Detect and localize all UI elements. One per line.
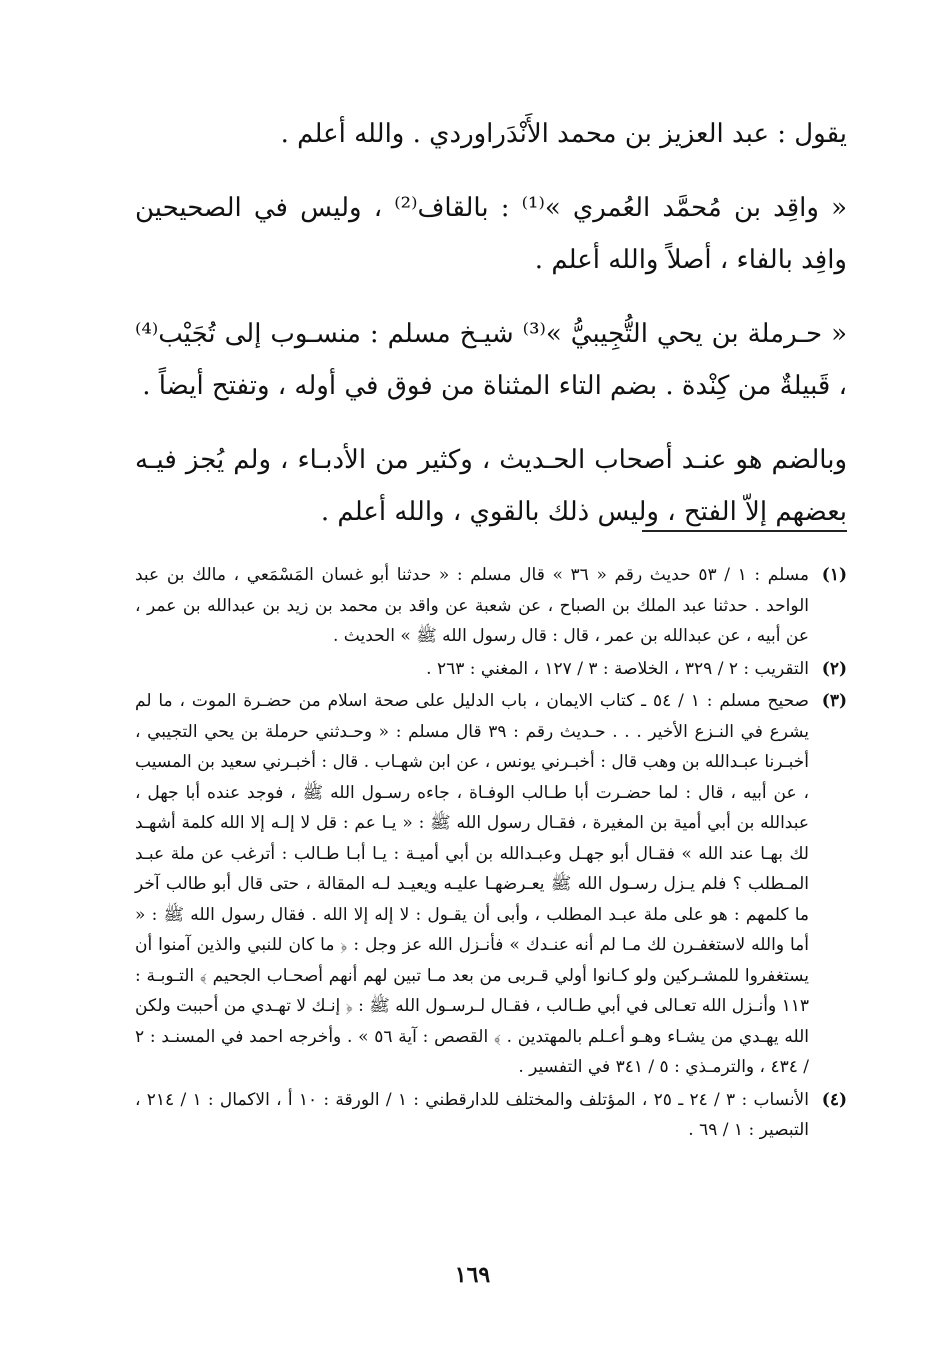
footnote-number: (٣)	[821, 691, 847, 711]
footnote-1	[135, 560, 847, 652]
footnote-text: الأنساب : ٣ / ٢٤ ـ ٢٥ ، المؤتلف والمختلف للدارقطني : ١ / الورقة : ١٠ أ ، الاكمال : ١ / ٢١٤ ، التبصير : ١ / ٦٩ .	[135, 1089, 809, 1140]
footnote-text: مسلم : ١ / ٥٣ حديث رقم « ٣٦ » قال مسلم : « حدثنا أبو غسان المَسْمَعي ، مالك بن عبد الواحد . حدثنا عبد الملك بن الصباح ، عن شعبة عن واقد بن محمد بن زيد بن عبدالله بن عمر ، عن أبيه ، عن عبدالله بن عمر ، قال : قال رسول الله ﷺ » الحديث .	[135, 565, 809, 646]
page-number: ١٦٩	[454, 1262, 491, 1288]
paragraph-1: يقول : عبد العزيز بن محمد الأَنْدَراوردي . والله أعلم .	[280, 119, 847, 149]
paragraph-4: وبالضم هو عنـد أصحاب الحـديث ، وكثير من الأدبـاء ، ولم يُجز فيـه بعضهم إلاّ الفتح ، وليس ذلك بالقوي ، والله أعلم .	[135, 445, 847, 527]
footnotes	[135, 560, 847, 1148]
footnote-text: التقريب : ٢ / ٣٢٩ ، الخلاصة : ٣ / ١٢٧ ، المغني : ٢٦٣ .	[426, 658, 809, 679]
footnote-text: صحيح مسلم : ١ / ٥٤ ـ كتاب الايمان ، باب الدليل على صحة اسلام من حضـرة الموت ، ما لم يشرع في النـزع الأخير . . . حـديث رقم : ٣٩ قال مسلم : « وحـدثني حرملة بن يحي التجيبي ، أخبـرنا عبـدالله بن وهب قال : أخبـرني يونس ، عن ابن شهـاب . قال : أخبـرني سعيد بن المسيب ، عن أبيه ، قال : لما حضـرت أبا طـالب الوفـاة ، جاءه رسـول الله ﷺ ، فوجد عنده أبا جهل ، عبدالله بن أبي أمية بن المغيرة ، فقـال رسول الله ﷺ : « يـا عم : قل لا إلـه إلا الله كلمة أشهـد لك بهـا عند الله » فقـال أبو جهـل وعبـدالله بن أبي أميـة : يـا أبـا طـالب : أترغب عن ملة عبـد المـطلب ؟ فلم يـزل رسـول الله ﷺ يعـرضهـا عليـه ويعيـد لـه المقالة ، حتى قال أبو طالب آخر ما كلمهم : هو على ملة عبـد المطلب ، وأبى أن يقـول : لا إله إلا الله . فقال رسول الله ﷺ : « أما والله لاستغفـرن لك مـا لم أنه عنـدك » فأنـزل الله عز وجل : ﴿ ما كان للنبي والذين آمنوا أن يستغفروا للمشـركين ولو كـانوا أولي قـربى من بعد مـا تبين لهم أنهم أصحـاب الجحيم ﴾ التـوبـة : ١١٣ وأنـزل الله تعـالى في أبي طـالب ، فقـال لـرسـول الله ﷺ : ﴿ إنـك لا تهـدي من أحببت ولكن الله يهـدي من يشـاء وهـو أعـلم بالمهتدين . ﴾ القصص : آية ٥٦ » . وأخرجه احمد في المسنـد : ٢ / ٤٣٤ ، والترمـذي : ٥ / ٣٤١ في التفسير .	[135, 691, 809, 1077]
footnote-number: (٢)	[821, 658, 847, 679]
paragraph-3: « حـرملة بن يحي التُّجِيبيُّ »⁽³⁾ شيـخ مسلم : منسـوب إلى تُجَيْب⁽⁴⁾ ، قَبيلةٌ من كِنْدة . بضم التاء المثناة من فوق في أوله ، وتفتح أيضاً .	[135, 319, 848, 401]
footnote-number: (٤)	[821, 1089, 847, 1110]
paragraph-2: « واقِد بن مُحمَّد العُمري »⁽¹⁾ : بالقاف⁽²⁾ ، وليس في الصحيحين وافِد بالفاء ، أصلاً والله أعلم .	[135, 193, 848, 275]
footnote-4	[135, 1085, 847, 1146]
footnote-2	[135, 654, 847, 685]
main-text	[135, 108, 847, 560]
footnote-separator	[642, 530, 847, 532]
footnote-3	[135, 686, 847, 1083]
footnote-number: (١)	[821, 565, 847, 585]
